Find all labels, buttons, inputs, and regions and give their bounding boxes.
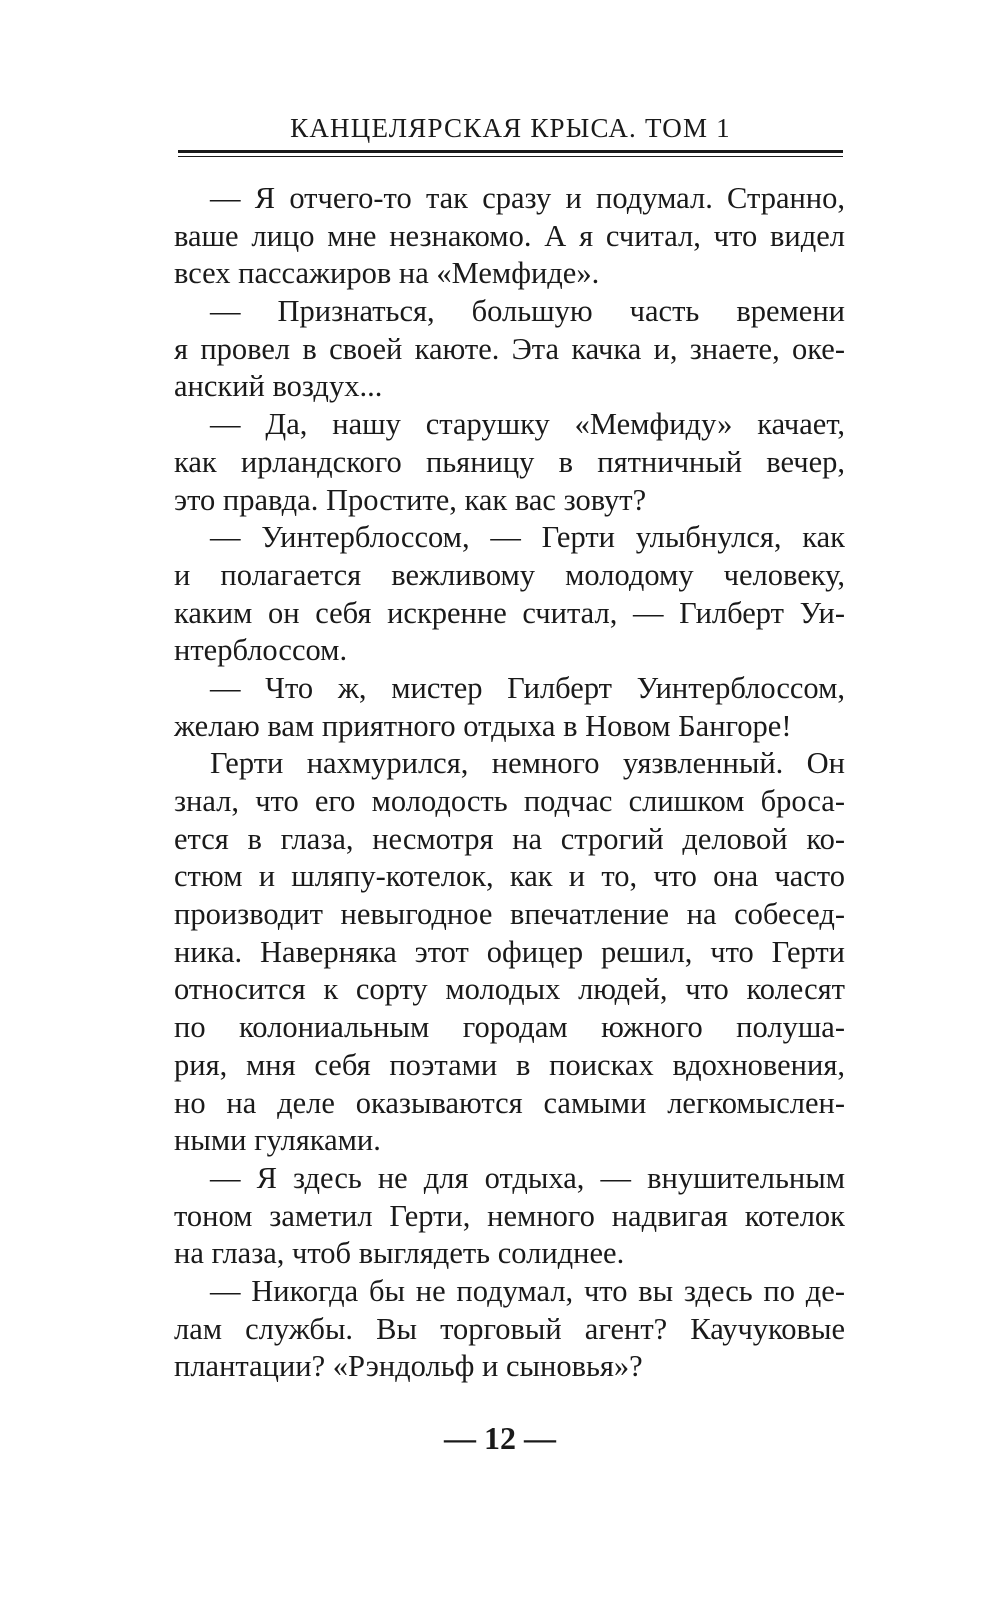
- text-line: рия, мня себя поэтами в поисках вдохновения,: [174, 1047, 845, 1082]
- body-text: [174, 180, 845, 1386]
- text-line: плантации? «Рэндольф и сыновья»?: [174, 1349, 643, 1384]
- text-line: — Да, нашу старушку «Мемфиду» качает,: [210, 407, 845, 442]
- text-line: Герти нахмурился, немного уязвленный. Он: [210, 746, 845, 781]
- text-line: — Признаться, большую часть времени: [210, 294, 845, 329]
- text-line: по колониальным городам южного полуша-: [174, 1010, 845, 1045]
- header-rule-thick: [178, 150, 843, 153]
- text-line: ется в глаза, несмотря на строгий деловой ко-: [174, 821, 845, 856]
- text-line: — Я отчего-то так сразу и подумал. Странно,: [210, 181, 845, 215]
- text-line: анский воздух...: [174, 369, 383, 404]
- text-line: нтерблоссом.: [174, 633, 348, 668]
- text-line: всех пассажиров на «Мемфиде».: [174, 256, 600, 291]
- text-line: знал, что его молодость подчас слишком броса-: [174, 784, 845, 818]
- text-line: производит невыгодное впечатление на собесед-: [174, 897, 845, 932]
- text-line: желаю вам приятного отдыха в Новом Бангоре!: [174, 708, 792, 743]
- running-head: КАНЦЕЛЯРСКАЯ КРЫСА. ТОМ 1: [290, 113, 731, 143]
- text-line: ными гуляками.: [174, 1123, 381, 1158]
- text-line: на глаза, чтоб выглядеть солиднее.: [174, 1236, 625, 1271]
- text-line: — Никогда бы не подумал, что вы здесь по де-: [210, 1273, 845, 1308]
- text-line: ваше лицо мне незнакомо. А я считал, что видел: [174, 218, 845, 253]
- text-line: это правда. Простите, как вас зовут?: [174, 482, 647, 517]
- text-line: как ирландского пьяницу в пятничный вечер,: [174, 444, 845, 479]
- text-line: каким он себя искренне считал, — Гилберт Уи-: [174, 595, 845, 630]
- text-line: — Что ж, мистер Гилберт Уинтерблоссом,: [210, 670, 845, 705]
- text-line: тоном заметил Герти, немного надвигая котелок: [174, 1198, 845, 1233]
- text-line: я провел в своей каюте. Эта качка и, знаете, оке-: [174, 331, 845, 366]
- text-line: лам службы. Вы торговый агент? Каучуковые: [174, 1311, 845, 1346]
- header-rule-thin: [178, 156, 843, 157]
- text-line: ника. Наверняка этот офицер решил, что Герти: [174, 934, 845, 969]
- text-line: относится к сорту молодых людей, что колесят: [174, 972, 845, 1007]
- page-number: — 12 —: [444, 1420, 556, 1456]
- text-line: — Я здесь не для отдыха, — внушительным: [210, 1160, 845, 1195]
- text-line: но на деле оказываются самыми легкомыслен-: [174, 1085, 845, 1120]
- text-line: стюм и шляпу-котелок, как и то, что она часто: [174, 859, 845, 894]
- text-line: и полагается вежливому молодому человеку,: [174, 557, 845, 592]
- text-line: — Уинтерблоссом, — Герти улыбнулся, как: [210, 520, 845, 555]
